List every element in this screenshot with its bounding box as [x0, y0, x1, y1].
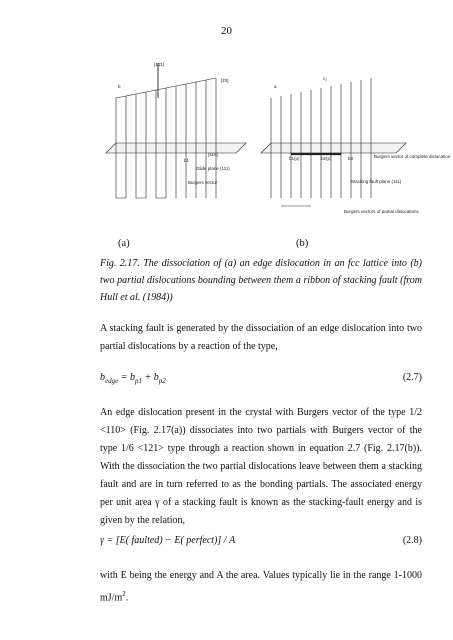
fig-label-glide: Glide plane (111)	[196, 166, 230, 171]
fig-label-letter: b	[118, 84, 121, 89]
fig-label-burgers-partial: Burgers vectors of partial dislocations	[344, 209, 419, 214]
paragraph-3	[100, 567, 422, 607]
fig-label-t1: [1̄1̄1]	[154, 62, 165, 67]
dislocation-figure	[96, 58, 451, 238]
eq-p1: p1	[134, 377, 142, 385]
eq2-body: γ = [E( faulted) − E( perfect)] / A	[100, 535, 236, 546]
figure-label-b: (b)	[296, 238, 309, 249]
eq-rhs: = b	[120, 372, 135, 383]
paragraph-2: An edge dislocation present in the crystal with Burgers vector of the type 1/2 <110> (Fig. 2.17(a)) dissociates into two partials with Burgers vector of the type 1/6 <121> type through a reaction shown in equation 2.7 (Fig. 2.17(b)). With the dissociation the two partial dislocations leave between them a stacking fault and are in turn referred to as the bonding partials. The associated energy per unit area γ of a stacking fault is known as the stacking-fault energy and is given by the relation,	[100, 407, 422, 526]
fig-label-b1p: b1(p)	[289, 156, 300, 161]
fig-label-burgers-complete: Burgers vector of complete dislocation	[374, 154, 451, 159]
page-number: 20	[221, 25, 232, 37]
figure-caption: Fig. 2.17. The dissociation of (a) an edge dislocation in an fcc lattice into (b) two partial dislocations bounding between them a ribbon of stacking fault (from Hull et al. (1984))	[100, 258, 422, 303]
equation-2-7	[100, 372, 422, 385]
eq-number-2-7: (2.7)	[402, 372, 422, 383]
paragraph-3-text: with E being the energy and A the area. Values typically lie in the range 1-1000 mJ/m	[100, 570, 422, 604]
eq-lhs-sub: edge	[105, 377, 119, 385]
figure-a-planes	[106, 63, 246, 198]
fig-label-stack: Stacking fault plane (111)	[351, 179, 402, 184]
figure-label-a: (a)	[118, 238, 130, 249]
eq-plus: + b	[144, 372, 159, 383]
figure-labels	[118, 62, 451, 214]
eq-number-2-8: (2.8)	[402, 535, 422, 546]
fig-label-burgers: Burgers vector	[188, 180, 218, 185]
paragraph-1: A stacking fault is generated by the dissociation of an edge dislocation into two partial dislocations by a reaction of the type,	[100, 323, 422, 352]
fig-label-t2: [1̄0]	[221, 78, 229, 83]
fig-label-b3: b3	[348, 156, 354, 161]
fig-label-b2p: b2(p)	[321, 156, 332, 161]
fig-label-letter-a: a	[274, 84, 277, 89]
eq-lhs: b	[100, 372, 105, 383]
figure-b-planes	[261, 78, 406, 206]
paragraph-3-end: .	[125, 592, 129, 604]
fig-label-t3: [110]	[208, 152, 218, 157]
eq-p2: p2	[158, 377, 166, 385]
equation-2-8	[100, 535, 422, 546]
fig-label-b1: b1	[184, 158, 190, 163]
fig-label-c2: c₂	[323, 76, 327, 81]
paragraph-3-sup: 2	[122, 590, 126, 598]
